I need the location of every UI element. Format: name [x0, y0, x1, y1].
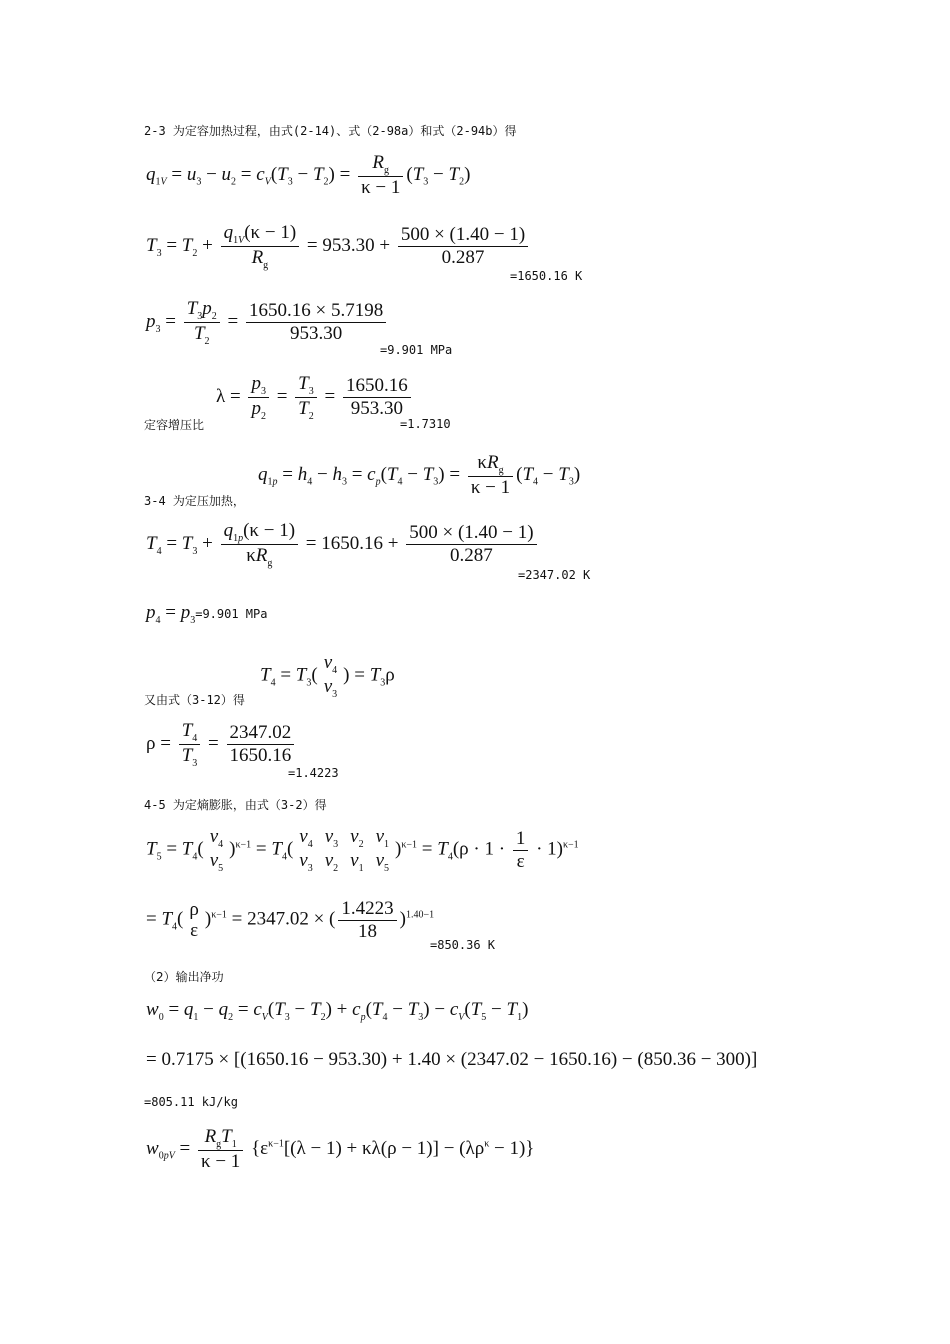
result-T5: =850.36 K: [430, 938, 496, 952]
label-pressure-ratio: 定容增压比: [144, 418, 205, 432]
section-heading-3-12: 又由式（3-12）得: [144, 693, 245, 707]
equation-w0-line1: $w_0 = q_1 - q_2 = c_V(T_3 - T_2) + c_p(T_4 - T_3) - c_V(T_5 - T_1)$: [146, 999, 529, 1023]
equation-p3: $p_3$ = $\frac{T_3p_2}{T_2}$ = $\frac{1650.16 \times 5.7198}{953.30}$: [146, 298, 389, 348]
result-T3: =1650.16 K: [510, 269, 583, 283]
result-rho: =1.4223: [288, 766, 339, 780]
section-heading-3-4: 3-4 为定压加热，: [144, 494, 245, 508]
result-p4: =9.901 MPa: [195, 607, 268, 621]
equation-T4: $T_4 = T_3$ + $\frac{q_{1p}(\kappa - 1)}{\kappa R_g}$ = 1650.16 + $\frac{500 \times (1.40 - 1)}{0.287}$: [146, 520, 540, 570]
section-heading-2-3: 2-3 为定容加热过程，由式(2-14)、式（2-98a）和式（2-94b）得: [144, 124, 517, 138]
equation-q1V: $q_{1V} = u_3 - u_2 = c_V(T_3 - T_2)$ = $\frac{R_g}{\kappa - 1}$ $(T_3 - T_2)$: [146, 152, 471, 199]
result-p3: =9.901 MPa: [380, 343, 453, 357]
equation-w0-line2: = 0.7175 × [(1650.16 − 953.30) + 1.40 × (2347.02 − 1650.16) − (850.36 − 300)]: [146, 1049, 758, 1070]
section-heading-4-5: 4-5 为定熵膨胀，由式（3-2）得: [144, 798, 327, 812]
equation-T5-line1: $T_5 = T_4$( $v_4$ $v_5$ )$^{\kappa-1} = T_4$( $v_4$ $v_3$ $v_3$ $v_2$ $v_2$ $v_1$ $v_1$ $v_5$ )$^{\kappa-1} = T_4(\rho \cdot 1$ · $\frac{1}{\varepsilon}$ · 1)$^{\kappa-1}$: [146, 826, 579, 875]
equation-p4: $p_4 = p_3=9.901$ MPa: [146, 602, 268, 626]
equation-w0pV: $w_{0pV}$ = $\frac{R_gT_1}{\kappa - 1}$ $\{\varepsilon^{\kappa-1}[(\lambda - 1) + \kappa\lambda(\rho - 1)] - (\lambda\rho^\kappa - 1)\}$: [146, 1126, 535, 1173]
equation-T4-rho: $T_4 = T_3$( $v_4$ $v_3$ ) = $T_3\rho$: [260, 652, 395, 701]
equation-T5-line2: = $T_4$( ρ ε )$^{\kappa-1}$ = 2347.02 × ( $\frac{1.4223}{18}$ )$^{1.40-1}$: [146, 898, 435, 942]
result-w0: =805.11 kJ/kg: [144, 1095, 238, 1109]
section-heading-net-work: （2）输出净功: [144, 970, 224, 984]
equation-T3: $T_3 = T_2$ + $\frac{q_{1V}(\kappa - 1)}{R_g}$ = 953.30 + $\frac{500 \times (1.40 - 1)}{0.287}$: [146, 222, 531, 272]
equation-rho: ρ = $\frac{T_4}{T_3}$ = $\frac{2347.02}{1650.16}$: [146, 720, 297, 770]
result-T4: =2347.02 K: [518, 568, 591, 582]
equation-lambda: λ = $\frac{p_3}{p_2}$ = $\frac{T_3}{T_2}$ = $\frac{1650.16}{953.30}$: [216, 373, 414, 423]
result-lambda: =1.7310: [400, 417, 451, 431]
equation-q1p: $q_{1p} = h_4 - h_3 = c_p(T_4 - T_3)$ = $\frac{\kappa R_g}{\kappa - 1}$ $(T_4 - T_3)$: [258, 452, 581, 499]
